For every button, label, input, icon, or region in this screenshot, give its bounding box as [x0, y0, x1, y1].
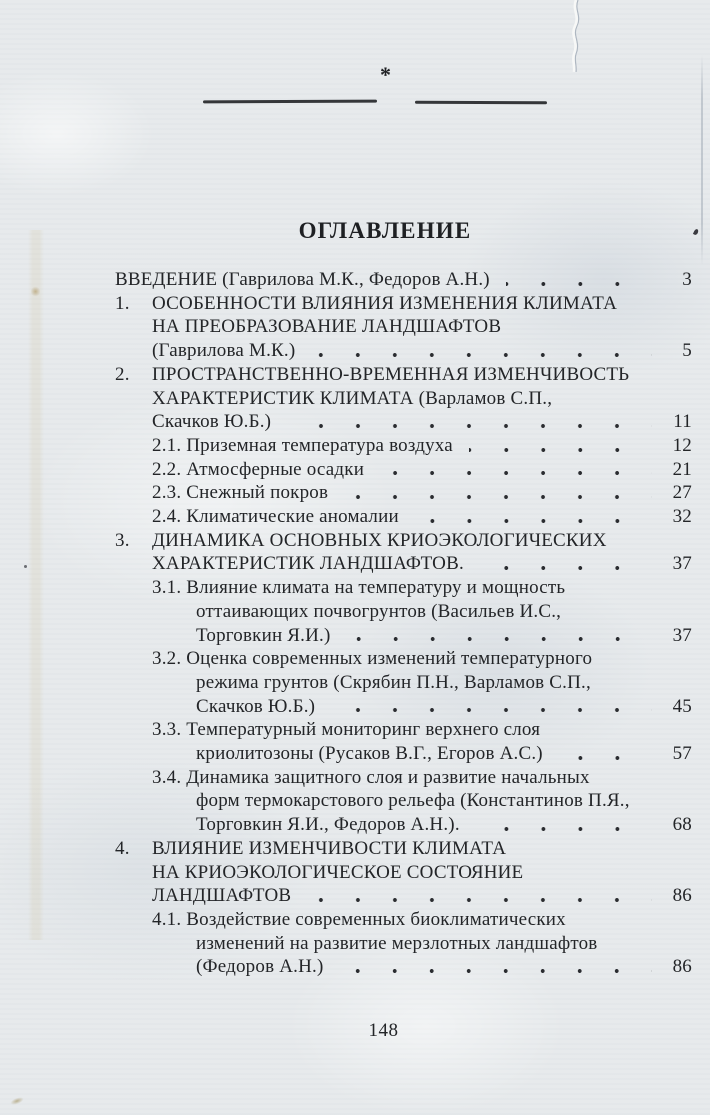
- toc-page-number: 37: [672, 624, 692, 646]
- toc-item-text: Скачков Ю.Б.): [196, 695, 316, 717]
- toc-item-number: 4.: [115, 837, 130, 859]
- dot-leader: [311, 350, 652, 360]
- toc-page-number: 57: [672, 743, 692, 765]
- dot-leader: [469, 445, 652, 455]
- toc-row: [115, 552, 692, 576]
- toc-item-text: ОСОБЕННОСТИ ВЛИЯНИЯ ИЗМЕНЕНИЯ КЛИМАТА: [152, 292, 618, 314]
- toc-item-text: 4.1. Воздействие современных биоклиматических: [152, 908, 566, 930]
- toc-item-text: ВВЕДЕНИЕ (Гаврилова М.К., Федоров А.Н.): [115, 269, 490, 290]
- paper-crease: [558, 0, 602, 72]
- toc-page-number: 11: [673, 411, 692, 433]
- binding-stain: [28, 230, 44, 940]
- asterisk-ornament: *: [380, 62, 391, 87]
- toc-row: [115, 908, 692, 932]
- toc-item-text: (Гаврилова М.К.): [152, 340, 296, 362]
- toc-row: [115, 766, 692, 790]
- ink-speck: [693, 228, 699, 235]
- toc-item-text: 2.1. Приземная температура воздуха: [152, 434, 453, 456]
- toc-page-number: 86: [672, 956, 692, 978]
- toc-page-number: 12: [672, 434, 692, 456]
- toc-item-text: 2.3. Снежный покров: [152, 482, 329, 504]
- toc-row: [115, 624, 692, 648]
- toc-item-text: ПРОСТРАНСТВЕННО-ВРЕМЕННАЯ ИЗМЕНЧИВОСТЬ: [152, 363, 630, 385]
- toc-item-text: режима грунтов (Скрябин П.Н., Варламов С.П.,: [196, 671, 591, 693]
- toc-row: [115, 481, 692, 505]
- toc-item-text: оттаивающих почвогрунтов (Васильев И.С.,: [196, 600, 562, 622]
- page-title: ОГЛАВЛЕНИЕ: [298, 218, 472, 243]
- toc-item-text: ЛАНДШАФТОВ: [152, 885, 292, 907]
- toc-item-text: изменений на развитие мерзлотных ландшафтов: [196, 932, 598, 954]
- toc-page-number: 68: [672, 814, 692, 836]
- toc-item-number: 3.: [115, 529, 130, 551]
- dot-leader: [344, 492, 652, 502]
- toc-row: [115, 458, 692, 482]
- divider-rule-right: [415, 101, 547, 104]
- ink-speck: [24, 565, 27, 568]
- toc-row: [115, 671, 692, 695]
- toc-row: [115, 813, 692, 837]
- dot-leader: [506, 279, 652, 289]
- toc-item-text: ВЛИЯНИЕ ИЗМЕНЧИВОСТИ КЛИМАТА: [152, 837, 507, 859]
- toc-item-text: 3.1. Влияние климата на температуру и мощность: [152, 577, 566, 599]
- toc-row: [115, 363, 692, 387]
- toc-row: [115, 268, 692, 292]
- dot-leader: [476, 824, 652, 834]
- toc-row: [115, 718, 692, 742]
- toc-row: [115, 315, 692, 339]
- toc-row: [115, 861, 692, 885]
- dot-leader: [415, 516, 652, 526]
- toc-item-text: (Федоров А.Н.): [196, 956, 324, 978]
- toc-item-number: 1.: [115, 292, 130, 314]
- toc-row: [115, 434, 692, 458]
- toc-item-text: 2.2. Атмосферные осадки: [152, 458, 365, 480]
- toc-row: [115, 410, 692, 434]
- toc-page-number: 32: [672, 506, 692, 528]
- toc-item-text: НА КРИОЭКОЛОГИЧЕСКОЕ СОСТОЯНИЕ: [152, 861, 524, 883]
- toc-item-number: 2.: [115, 363, 130, 385]
- toc-item-text: Торговкин Я.И.): [196, 624, 331, 646]
- toc-row: [115, 789, 692, 813]
- toc-item-text: ХАРАКТЕРИСТИК КЛИМАТА (Варламов С.П.,: [152, 387, 553, 409]
- toc-row: [115, 884, 692, 908]
- toc-row: [115, 339, 692, 363]
- divider-rule-left: [203, 100, 377, 104]
- toc-page-number: 86: [672, 885, 692, 907]
- toc-page-number: 37: [672, 553, 692, 575]
- toc-row: [115, 576, 692, 600]
- toc-row: [115, 600, 692, 624]
- toc-item-text: Торговкин Я.И., Федоров А.Н.).: [196, 814, 460, 836]
- toc-page-number: 27: [672, 482, 692, 504]
- toc-row: [115, 529, 692, 553]
- folio-page-number: 148: [368, 1020, 399, 1041]
- toc-item-text: форм термокарстового рельефа (Константинов П.Я.,: [196, 790, 630, 812]
- toc-page-number: 3: [682, 269, 692, 290]
- toc-row: [115, 742, 692, 766]
- toc-item-text: 3.4. Динамика защитного слоя и развитие начальных: [152, 766, 590, 788]
- toc-row: [115, 837, 692, 861]
- toc-item-text: Скачков Ю.Б.): [152, 411, 272, 433]
- toc-page-number: 45: [672, 695, 692, 717]
- toc-page-number: 21: [672, 458, 692, 480]
- dot-leader: [339, 966, 652, 976]
- toc-item-text: 3.3. Температурный мониторинг верхнего слоя: [152, 719, 541, 741]
- toc-page-number: 5: [682, 340, 692, 362]
- page-edge-shadow: [701, 55, 703, 265]
- toc-item-text: криолитозоны (Русаков В.Г., Егоров А.С.): [196, 743, 543, 765]
- toc-item-text: 2.4. Климатические аномалии: [152, 506, 399, 528]
- toc-item-text: НА ПРЕОБРАЗОВАНИЕ ЛАНДШАФТОВ: [152, 316, 502, 338]
- toc-row: [115, 292, 692, 316]
- toc-row: [115, 647, 692, 671]
- toc-item-text: ХАРАКТЕРИСТИК ЛАНДШАФТОВ.: [152, 553, 464, 575]
- paper-speck: [31, 286, 40, 297]
- paper-speck: [9, 1096, 24, 1106]
- dot-leader: [380, 468, 652, 478]
- toc-row: [115, 387, 692, 411]
- dot-leader: [307, 895, 652, 905]
- toc-row: [115, 955, 692, 979]
- toc-list: [115, 268, 692, 979]
- dot-leader: [559, 753, 652, 763]
- dot-leader: [331, 705, 652, 715]
- toc-row: [115, 932, 692, 956]
- toc-item-text: 3.2. Оценка современных изменений температурного: [152, 648, 593, 670]
- toc-item-text: ДИНАМИКА ОСНОВНЫХ КРИОЭКОЛОГИЧЕСКИХ: [152, 529, 607, 551]
- dot-leader: [480, 563, 652, 573]
- toc-row: [115, 505, 692, 529]
- dot-leader: [347, 634, 652, 644]
- dot-leader: [287, 421, 652, 431]
- toc-row: [115, 695, 692, 719]
